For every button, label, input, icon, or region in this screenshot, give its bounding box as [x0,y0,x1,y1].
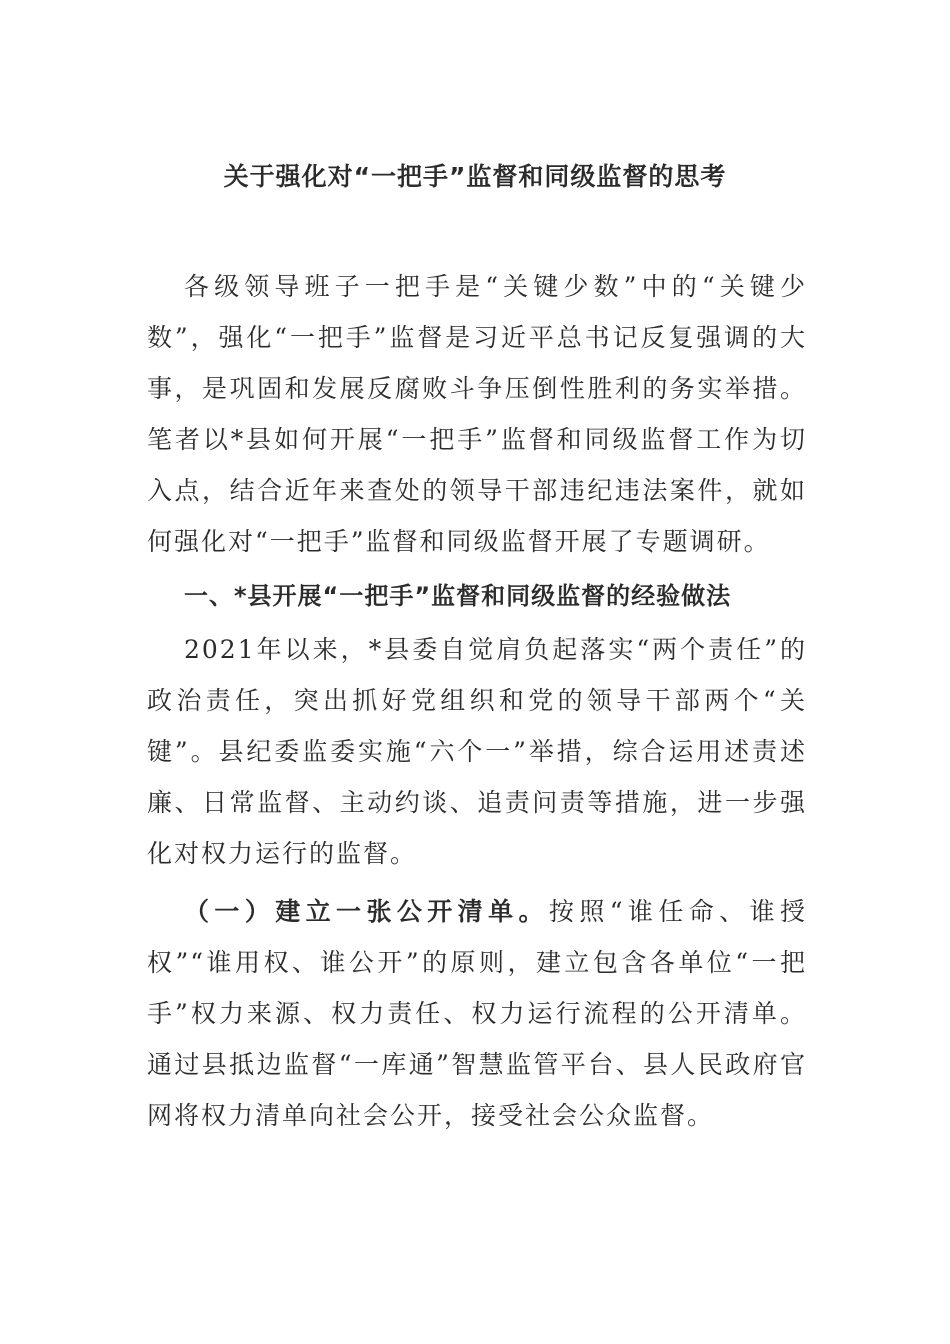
section-heading: 一、*县开展“一把手”监督和同级监督的经验做法 [184,582,732,610]
subsection-paragraph [147,886,807,1141]
document-title: 关于强化对“一把手”监督和同级监督的思考 [223,162,727,191]
intro-paragraph: 各级领导班子一把手是“关键少数”中的“关键少数”，强化“一把手”监督是习近平总书记反复强调的大事，是巩固和发展反腐败斗争压倒性胜利的务实举措。笔者以*县如何开展“一把手”监督和同级监督工作为切入点，结合近年来查处的领导干部违纪违法案件，就如何强化对“一把手”监督和同级监督开展了专题调研。 [147,272,807,556]
section-paragraph: 2021年以来，*县委自觉肩负起落实“两个责任”的政治责任，突出抓好党组织和党的领导干部两个“关键”。县纪委监委实施“六个一”举措，综合运用述责述廉、日常监督、主动约谈、追责问责等措施，进一步强化对权力运行的监督。 [147,635,807,868]
subsection-lead: （一）建立一张公开清单。 [184,897,549,926]
subsection-body: 按照“谁任命、谁授权”“谁用权、谁公开”的原则，建立包含各单位“一把手”权力来源、权力责任、权力运行流程的公开清单。通过县抵边监督“一库通”智慧监管平台、县人民政府官网将权力清单向社会公开，接受社会公众监督。 [147,897,807,1130]
